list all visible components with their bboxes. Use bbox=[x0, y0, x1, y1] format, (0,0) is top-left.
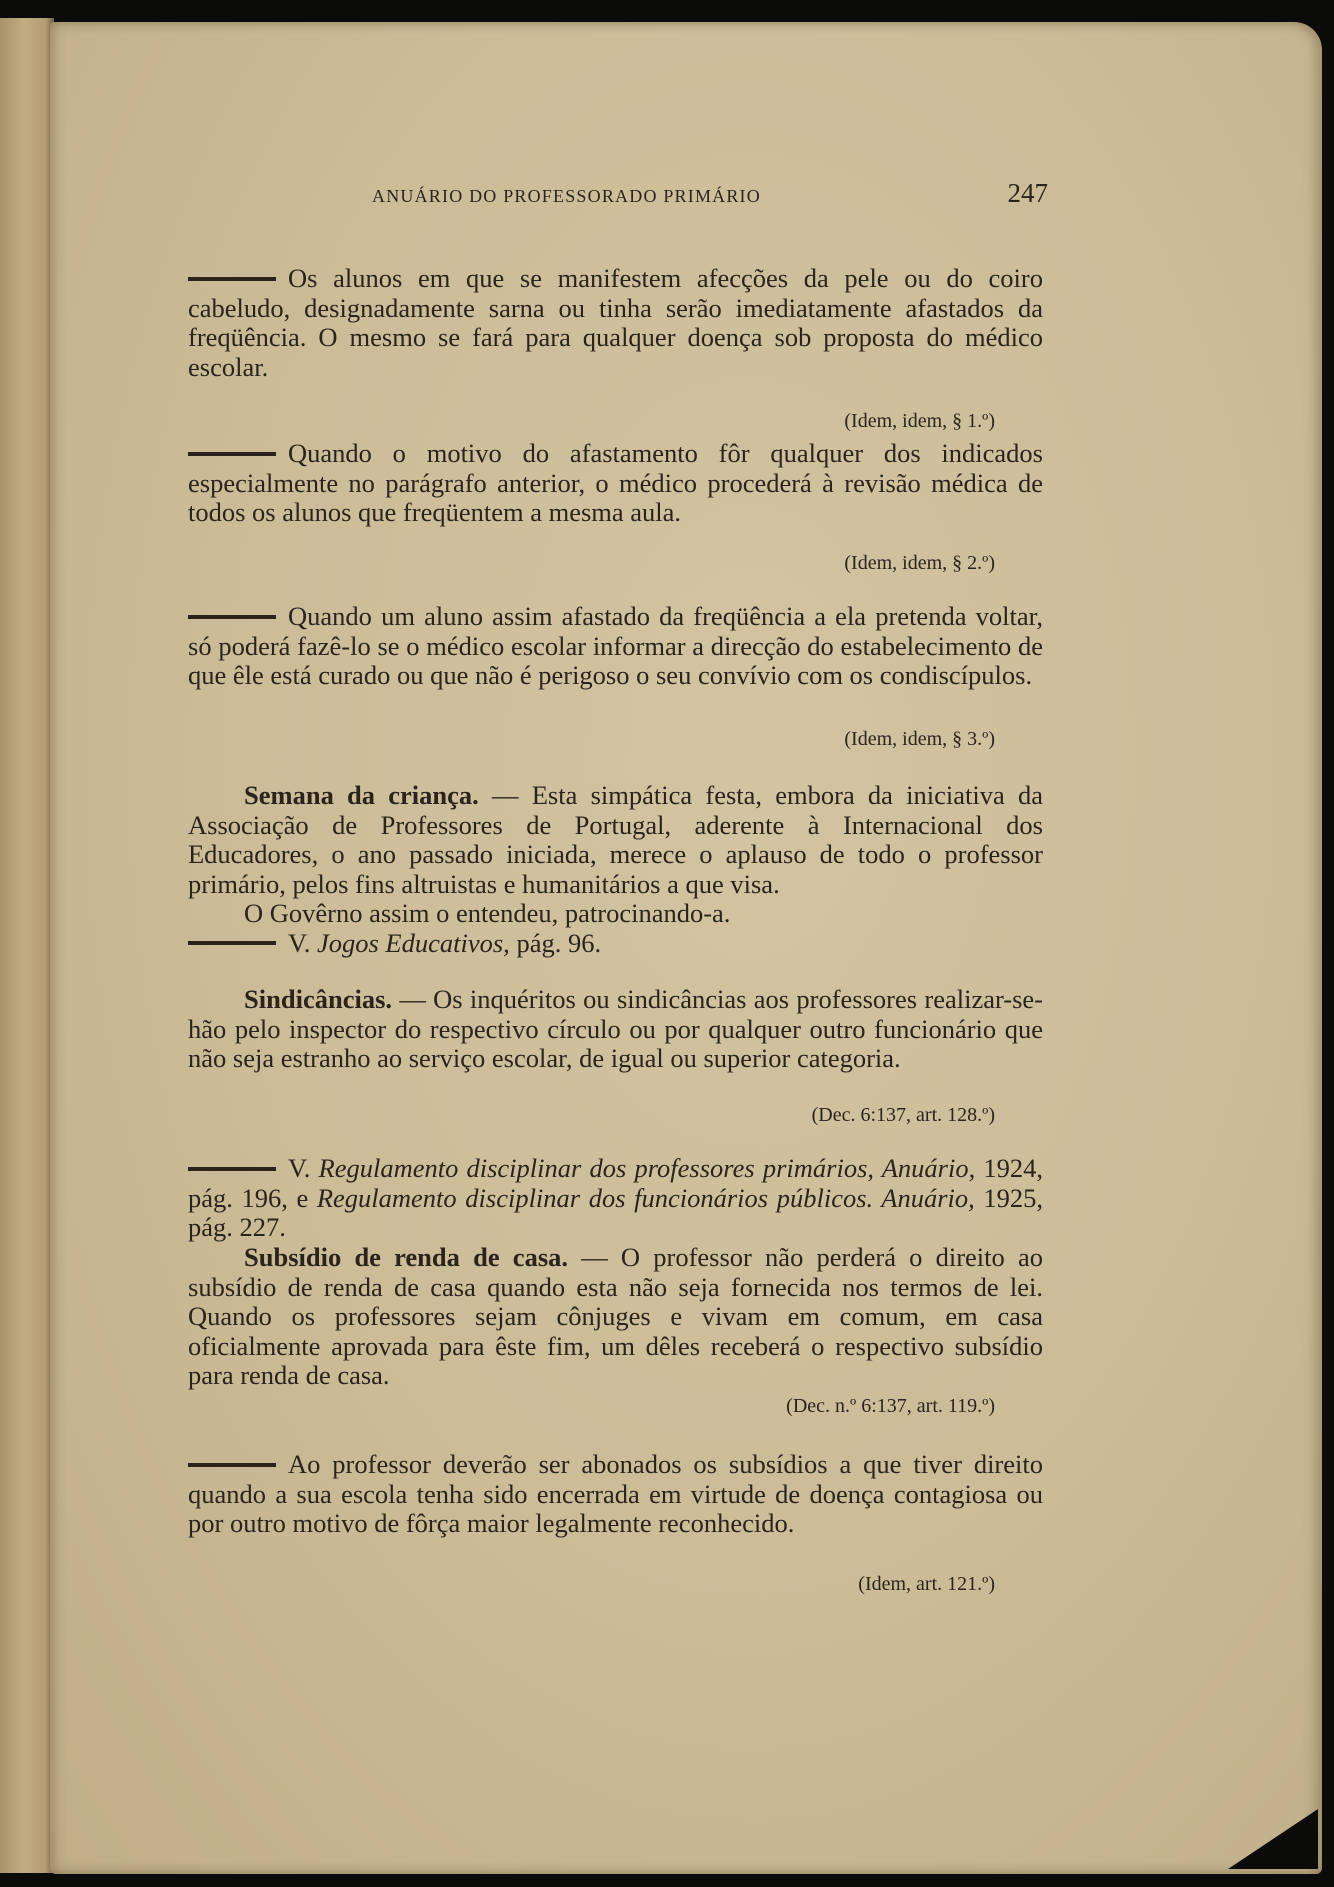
reference-regulamentos bbox=[188, 1154, 1043, 1243]
citation: (Idem, idem, § 2.º) bbox=[844, 552, 995, 574]
reference-suffix: pág. 96. bbox=[509, 927, 602, 958]
paragraph-text: Quando o motivo do afastamento fôr qualquer dos indicados especialmente no parágrafo anterior, o médico procederá à revisão médica de todos os alunos que freqüentem a mesma aula. bbox=[188, 438, 1043, 527]
paragraph-text: Quando um aluno assim afastado da freqüência a ela pretenda voltar, só poderá fazê-lo se o médico escolar informar a direcção do estabelecimento de que êle está curado ou que não é perigoso o seu convívio com os condiscípulos. bbox=[188, 601, 1043, 690]
reference-title: Regulamento disciplinar dos professores primários, Anuário, bbox=[318, 1153, 976, 1183]
section-heading: Sindicâncias. bbox=[244, 984, 393, 1014]
reference-suffix: 1925, pág. 227. bbox=[188, 1182, 1043, 1242]
reference-title: Jogos Educativos, bbox=[316, 927, 510, 958]
em-rule bbox=[188, 277, 276, 281]
reference-prefix: V. bbox=[288, 1153, 319, 1183]
section-heading: Semana da criança. bbox=[244, 780, 479, 810]
section-subsidio-renda bbox=[188, 1243, 1043, 1391]
em-rule bbox=[188, 941, 276, 945]
citation: (Idem, idem, § 1.º) bbox=[844, 410, 995, 432]
reference-middle: 1924, pág. 196, e bbox=[188, 1153, 1043, 1213]
citation: (Dec. n.º 6:137, art. 119.º) bbox=[786, 1395, 995, 1417]
section-semana-da-crianca bbox=[188, 781, 1043, 958]
section-sindicancias bbox=[188, 985, 1043, 1074]
running-title: ANUÁRIO DO PROFESSORADO PRIMÁRIO bbox=[372, 186, 761, 206]
paragraph-text: — Os inquéritos ou sindicâncias aos professores realizar-se-hão pelo inspector do respectivo círculo ou por qualquer outro funcionário que não seja estranho ao serviço escolar, de igual ou superior categoria. bbox=[188, 984, 1043, 1073]
paragraph-text: O Govêrno assim o entendeu, patrocinando-a. bbox=[244, 898, 731, 928]
paragraph-text: — O professor não perderá o direito ao subsídio de renda de casa quando esta não seja fornecida nos termos de lei. Quando os professores sejam cônjuges e vivam em comum, em casa oficialmente aprovada para êste fim, um dêles receberá o respectivo subsídio para renda de casa. bbox=[188, 1242, 1043, 1390]
paragraph-return bbox=[188, 602, 1043, 691]
paragraph-skin-diseases bbox=[188, 264, 1043, 382]
em-rule bbox=[188, 452, 276, 456]
reference-prefix: V. bbox=[288, 927, 317, 958]
em-rule bbox=[188, 1463, 276, 1467]
citation: (Idem, art. 121.º) bbox=[858, 1573, 995, 1595]
paragraph-text: Os alunos em que se manifestem afecções da pele ou do coiro cabeludo, designadamente sarna ou tinha serão imediatamente afastados da freqüência. O mesmo se fará para qualquer doença sob proposta do médico escolar. bbox=[188, 263, 1043, 382]
em-rule bbox=[188, 615, 276, 619]
reference-title: Regulamento disciplinar dos funcionários públicos. Anuário, bbox=[316, 1182, 975, 1213]
section-heading: Subsídio de renda de casa. bbox=[244, 1242, 569, 1272]
paragraph-removal-motive bbox=[188, 439, 1043, 528]
citation: (Dec. 6:137, art. 128.º) bbox=[811, 1104, 995, 1126]
em-rule bbox=[188, 1167, 276, 1171]
page-number: 247 bbox=[1007, 178, 1048, 208]
citation: (Idem, idem, § 3.º) bbox=[844, 728, 995, 750]
paragraph-abono bbox=[188, 1450, 1043, 1539]
paragraph-text: Ao professor deverão ser abonados os subsídios a que tiver direito quando a sua escola tenha sido encerrada em virtude de doença contagiosa ou por outro motivo de fôrça maior legalmente reconhecido. bbox=[188, 1449, 1043, 1538]
paragraph-text: — Esta simpática festa, embora da iniciativa da Associação de Professores de Portugal, aderente à Internacional dos Educadores, o ano passado iniciada, merece o aplauso de todo o professor primário, pelos fins altruistas e humanitários a que visa. bbox=[188, 780, 1044, 899]
page-header bbox=[372, 178, 1048, 208]
